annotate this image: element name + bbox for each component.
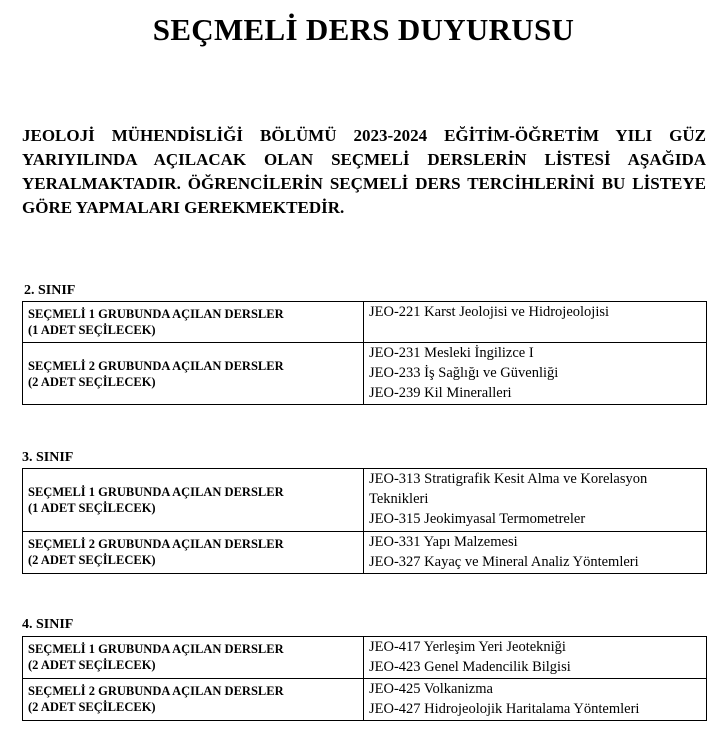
- section-label-3-sinif: 3. SINIF: [22, 450, 74, 465]
- table-row: [23, 637, 707, 679]
- announcement-text: JEOLOJİ MÜHENDİSLİĞİ BÖLÜMÜ 2023-2024 EĞİTİM-ÖĞRETİM YILI GÜZ YARIYILINDA AÇILACAK OLAN SEÇMELİ DERSLERİN LİSTESİ AŞAĞIDA YERALMAKTADIR. ÖĞRENCİLERİN SEÇMELİ DERS TERCİHLERİNİ BU LİSTEYE GÖRE YAPMALARI GEREKMEKTEDİR.: [22, 126, 706, 217]
- group-note: (1 ADET SEÇİLECEK): [28, 323, 156, 337]
- group-title: SEÇMELİ 1 GRUBUNDA AÇILAN DERSLER: [28, 642, 284, 656]
- group-cell: [23, 532, 364, 574]
- group-cell: [23, 469, 364, 532]
- courses-cell: [364, 532, 707, 574]
- table-row: [23, 532, 707, 574]
- elective-table-2-sinif: [22, 301, 707, 405]
- course-item: JEO-313 Stratigrafik Kesit Alma ve Korelasyon Teknikleri: [369, 471, 648, 507]
- course-item: JEO-315 Jeokimyasal Termometreler: [369, 511, 586, 527]
- courses-cell: [364, 343, 707, 405]
- course-item: JEO-221 Karst Jeolojisi ve Hidrojeolojisi: [369, 304, 610, 320]
- table-row: [23, 302, 707, 343]
- course-item: JEO-417 Yerleşim Yeri Jeotekniği: [369, 639, 566, 655]
- table-row: [23, 679, 707, 721]
- group-note: (1 ADET SEÇİLECEK): [28, 501, 156, 515]
- group-cell: [23, 637, 364, 679]
- section-label-4-sinif: 4. SINIF: [22, 617, 74, 632]
- section-label-2-sinif: 2. SINIF: [24, 283, 76, 298]
- group-title: SEÇMELİ 2 GRUBUNDA AÇILAN DERSLER: [28, 537, 284, 551]
- course-item: JEO-233 İş Sağlığı ve Güvenliği: [369, 365, 559, 381]
- group-note: (2 ADET SEÇİLECEK): [28, 700, 156, 714]
- table-row: [23, 343, 707, 405]
- courses-cell: [364, 637, 707, 679]
- course-item: JEO-427 Hidrojeolojik Haritalama Yöntemleri: [369, 701, 640, 717]
- elective-table-3-sinif: [22, 468, 707, 574]
- course-item: JEO-331 Yapı Malzemesi: [369, 534, 518, 550]
- table-row: [23, 469, 707, 532]
- group-title: SEÇMELİ 1 GRUBUNDA AÇILAN DERSLER: [28, 485, 284, 499]
- courses-cell: [364, 679, 707, 721]
- group-cell: [23, 343, 364, 405]
- course-item: JEO-423 Genel Madencilik Bilgisi: [369, 659, 571, 675]
- course-item: JEO-239 Kil Mineralleri: [369, 385, 512, 401]
- group-title: SEÇMELİ 1 GRUBUNDA AÇILAN DERSLER: [28, 307, 284, 321]
- group-title: SEÇMELİ 2 GRUBUNDA AÇILAN DERSLER: [28, 359, 284, 373]
- group-title: SEÇMELİ 2 GRUBUNDA AÇILAN DERSLER: [28, 684, 284, 698]
- group-cell: [23, 302, 364, 343]
- group-note: (2 ADET SEÇİLECEK): [28, 553, 156, 567]
- courses-cell: [364, 302, 707, 343]
- course-item: JEO-425 Volkanizma: [369, 681, 493, 697]
- group-note: (2 ADET SEÇİLECEK): [28, 375, 156, 389]
- page-title: SEÇMELİ DERS DUYURUSU: [152, 12, 575, 47]
- course-item: JEO-327 Kayaç ve Mineral Analiz Yöntemleri: [369, 554, 639, 570]
- course-item: JEO-231 Mesleki İngilizce I: [369, 345, 534, 361]
- group-note: (2 ADET SEÇİLECEK): [28, 658, 156, 672]
- group-cell: [23, 679, 364, 721]
- elective-table-4-sinif: [22, 636, 707, 721]
- courses-cell: [364, 469, 707, 532]
